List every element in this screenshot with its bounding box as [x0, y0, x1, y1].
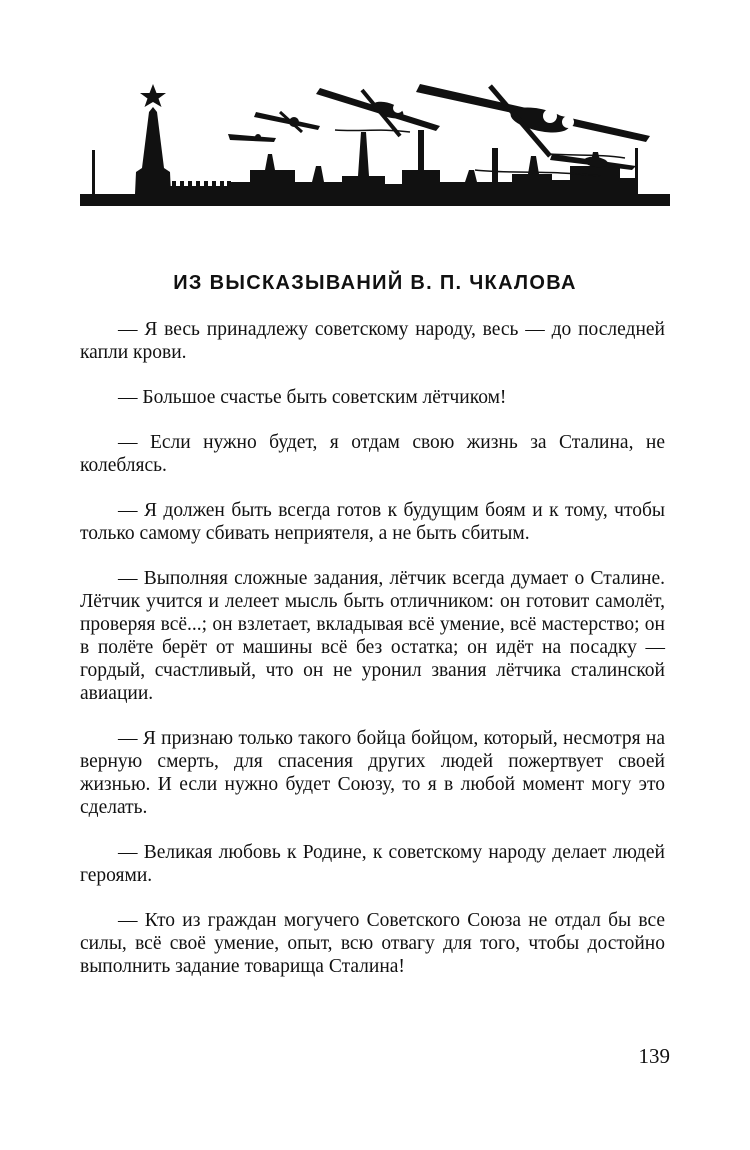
- quote-4: — Я должен быть всегда готов к будущим боям и к тому, чтобы только самому сбивать неприятеля, а не быть сбитым.: [80, 500, 665, 544]
- airplane-small-2: [254, 112, 320, 132]
- airplane-small-1: [228, 134, 276, 142]
- quote-6: — Я признаю только такого бойца бойцом, который, несмотря на верную смерть, для спасения других людей пожертвует своей жизнью. И если нужно будет Союзу, то я в любой момент могу это сделать.: [80, 728, 665, 818]
- kremlin-tower: [135, 107, 171, 194]
- airplane-medium: [316, 88, 440, 136]
- kremlin-tower-airplanes-skyline-icon: [80, 70, 670, 220]
- quotes-list: [80, 318, 665, 1000]
- quote-7: — Великая любовь к Родине, к советскому народу делает людей героями.: [80, 842, 665, 886]
- page-title: ИЗ ВЫСКАЗЫВАНИЙ В. П. ЧКАЛОВА: [173, 272, 577, 294]
- quote-5: — Выполняя сложные задания, лётчик всегда думает о Сталине. Лётчик учится и лелеет мысль быть отличником: он готовит самолёт, проверяя всё...; он взлетает, вкладывая всё умение, всё мастерство; он в полёте берёт от машины всё без остатка; он идёт на посадку — гордый, счастливый, что он не уронил звания лётчика сталинской авиации.: [80, 568, 665, 704]
- quote-1: — Я весь принадлежу советскому народу, весь — до последней капли крови.: [80, 319, 665, 363]
- quote-8: — Кто из граждан могучего Советского Союза не отдал бы все силы, всё своё умение, опыт, всю отвагу для того, чтобы достойно выполнить задание товарища Сталина!: [80, 910, 665, 977]
- header-illustration: [80, 70, 670, 220]
- quote-2: — Большое счастье быть советским лётчиком!: [118, 387, 507, 408]
- factory-skyline: [80, 130, 670, 206]
- page-number: 139: [638, 1044, 670, 1068]
- star-icon: [140, 84, 166, 107]
- airplane-large: [416, 84, 650, 156]
- quote-3: — Если нужно будет, я отдам свою жизнь за Сталина, не колеблясь.: [80, 432, 665, 476]
